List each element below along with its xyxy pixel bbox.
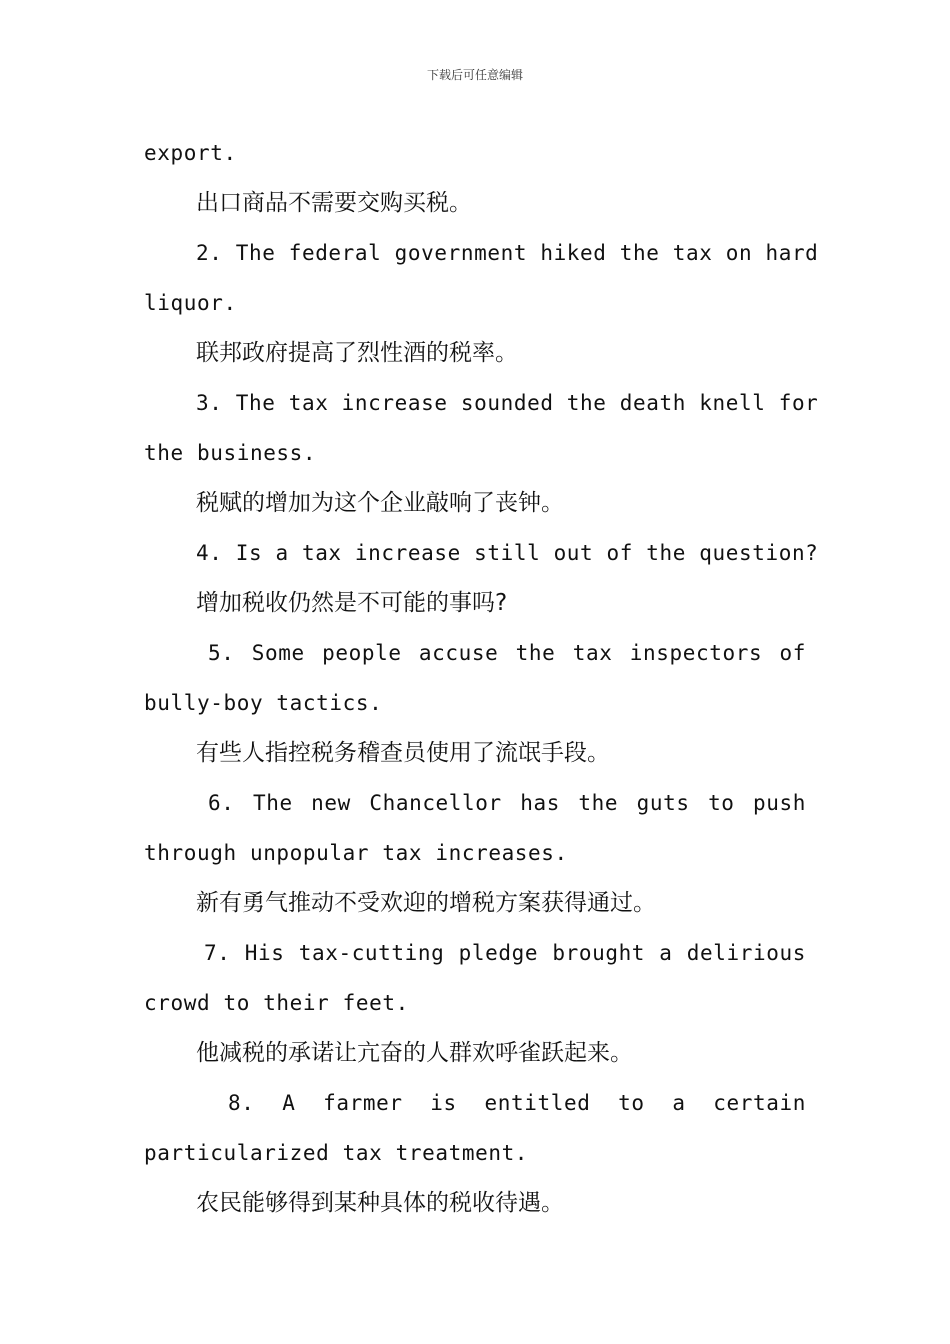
translation-line: 税赋的增加为这个企业敲响了丧钟。	[196, 490, 564, 516]
translation-line: 出口商品不需要交购买税。	[196, 190, 472, 216]
translation-line: 他减税的承诺让亢奋的人群欢呼雀跃起来。	[196, 1040, 633, 1066]
text-line: liquor.	[144, 291, 237, 315]
translation-line: 有些人指控税务稽查员使用了流氓手段。	[196, 740, 610, 766]
page-header: 下载后可任意编辑	[426, 68, 523, 82]
text-line: through unpopular tax increases.	[144, 841, 568, 865]
example-sentence-6: 6. The new Chancellor has the guts to push	[208, 791, 806, 815]
translation-line: 新有勇气推动不受欢迎的增税方案获得通过。	[196, 890, 656, 916]
text-line: export.	[144, 141, 237, 165]
example-sentence-7: 7. His tax-cutting pledge brought a delirious	[204, 941, 806, 965]
text-line: bully-boy tactics.	[144, 691, 383, 715]
example-sentence-3: 3. The tax increase sounded the death knell for	[196, 391, 819, 415]
example-sentence-5: 5. Some people accuse the tax inspectors of	[208, 641, 806, 665]
text-line: particularized tax treatment.	[144, 1141, 529, 1165]
translation-line: 增加税收仍然是不可能的事吗?	[196, 590, 508, 616]
text-line: the business.	[144, 441, 317, 465]
translation-line: 联邦政府提高了烈性酒的税率。	[196, 340, 518, 366]
document-body	[144, 128, 819, 1228]
translation-line: 农民能够得到某种具体的税收待遇。	[196, 1190, 564, 1216]
example-sentence-8: 8. A farmer is entitled to a certain	[228, 1091, 806, 1115]
example-sentence-2: 2. The federal government hiked the tax on hard	[196, 241, 819, 265]
example-sentence-4: 4. Is a tax increase still out of the question?	[196, 541, 819, 565]
text-line: crowd to their feet.	[144, 991, 409, 1015]
